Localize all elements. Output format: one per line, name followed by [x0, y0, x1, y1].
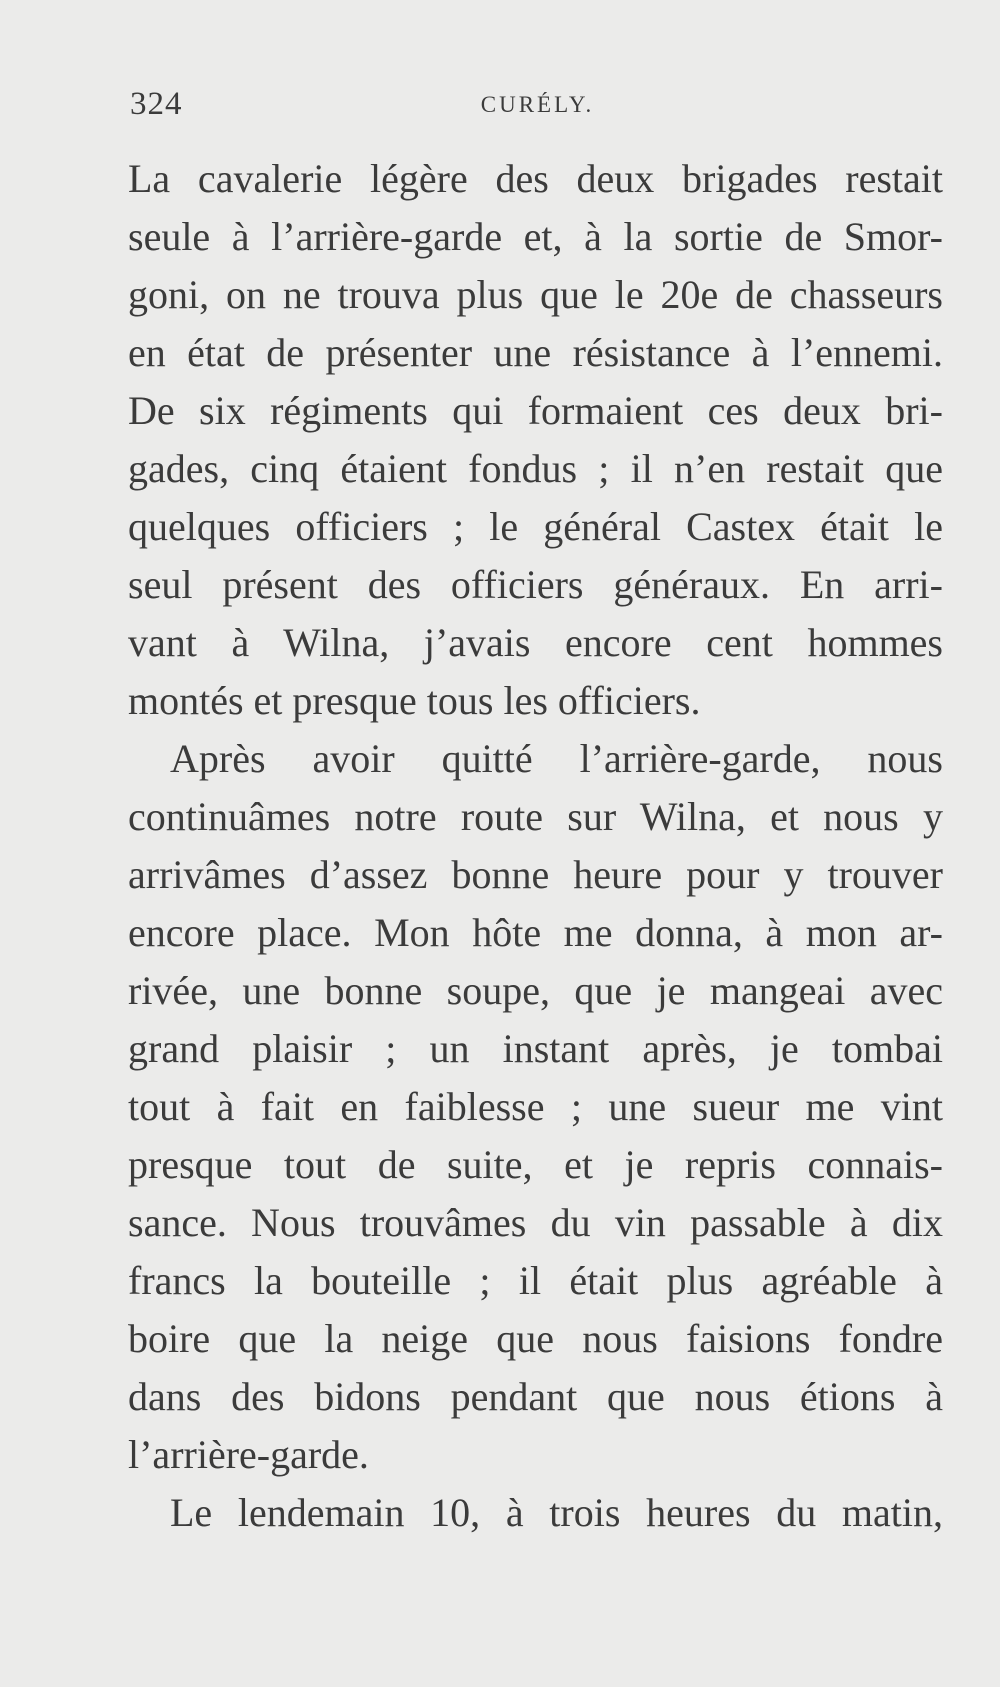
- text-line: l’arrière-garde.: [128, 1432, 369, 1477]
- text-line: boire que la neige que nous faisions fondre: [128, 1316, 943, 1361]
- text-line: Après avoir quitté l’arrière-garde, nous: [170, 736, 943, 781]
- text-line: goni, on ne trouva plus que le 20e de chasseurs: [128, 272, 943, 317]
- page-number: 324: [130, 86, 183, 122]
- text-line: seule à l’arrière-garde et, à la sortie de Smor-: [128, 214, 943, 259]
- text-line: gades, cinq étaient fondus ; il n’en restait que: [128, 446, 943, 491]
- text-line: grand plaisir ; un instant après, je tombai: [128, 1026, 943, 1071]
- body-text: [128, 150, 943, 1542]
- text-line: tout à fait en faiblesse ; une sueur me vint: [128, 1084, 943, 1129]
- paragraph: [128, 730, 943, 1484]
- text-line: vant à Wilna, j’avais encore cent hommes: [128, 620, 943, 665]
- text-line: sance. Nous trouvâmes du vin passable à dix: [128, 1200, 943, 1245]
- running-head: CURÉLY.: [480, 92, 595, 117]
- text-line: encore place. Mon hôte me donna, à mon ar-: [128, 910, 943, 955]
- text-line: montés et presque tous les officiers.: [128, 678, 701, 723]
- text-line: continuâmes notre route sur Wilna, et nous y: [128, 794, 943, 839]
- paragraph: [128, 150, 943, 730]
- text-line: La cavalerie légère des deux brigades restait: [128, 156, 943, 201]
- text-line: quelques officiers ; le général Castex était le: [128, 504, 943, 549]
- text-line: Le lendemain 10, à trois heures du matin,: [170, 1490, 943, 1535]
- text-line: francs la bouteille ; il était plus agréable à: [128, 1258, 943, 1303]
- text-line: rivée, une bonne soupe, que je mangeai avec: [128, 968, 943, 1013]
- page-header: [130, 86, 945, 126]
- text-line: seul présent des officiers généraux. En arri-: [128, 562, 943, 607]
- text-line: presque tout de suite, et je repris connais-: [128, 1142, 943, 1187]
- text-line: dans des bidons pendant que nous étions à: [128, 1374, 943, 1419]
- text-line: en état de présenter une résistance à l’ennemi.: [128, 330, 943, 375]
- text-line: arrivâmes d’assez bonne heure pour y trouver: [128, 852, 943, 897]
- paragraph: [128, 1484, 943, 1542]
- text-line: De six régiments qui formaient ces deux bri-: [128, 388, 943, 433]
